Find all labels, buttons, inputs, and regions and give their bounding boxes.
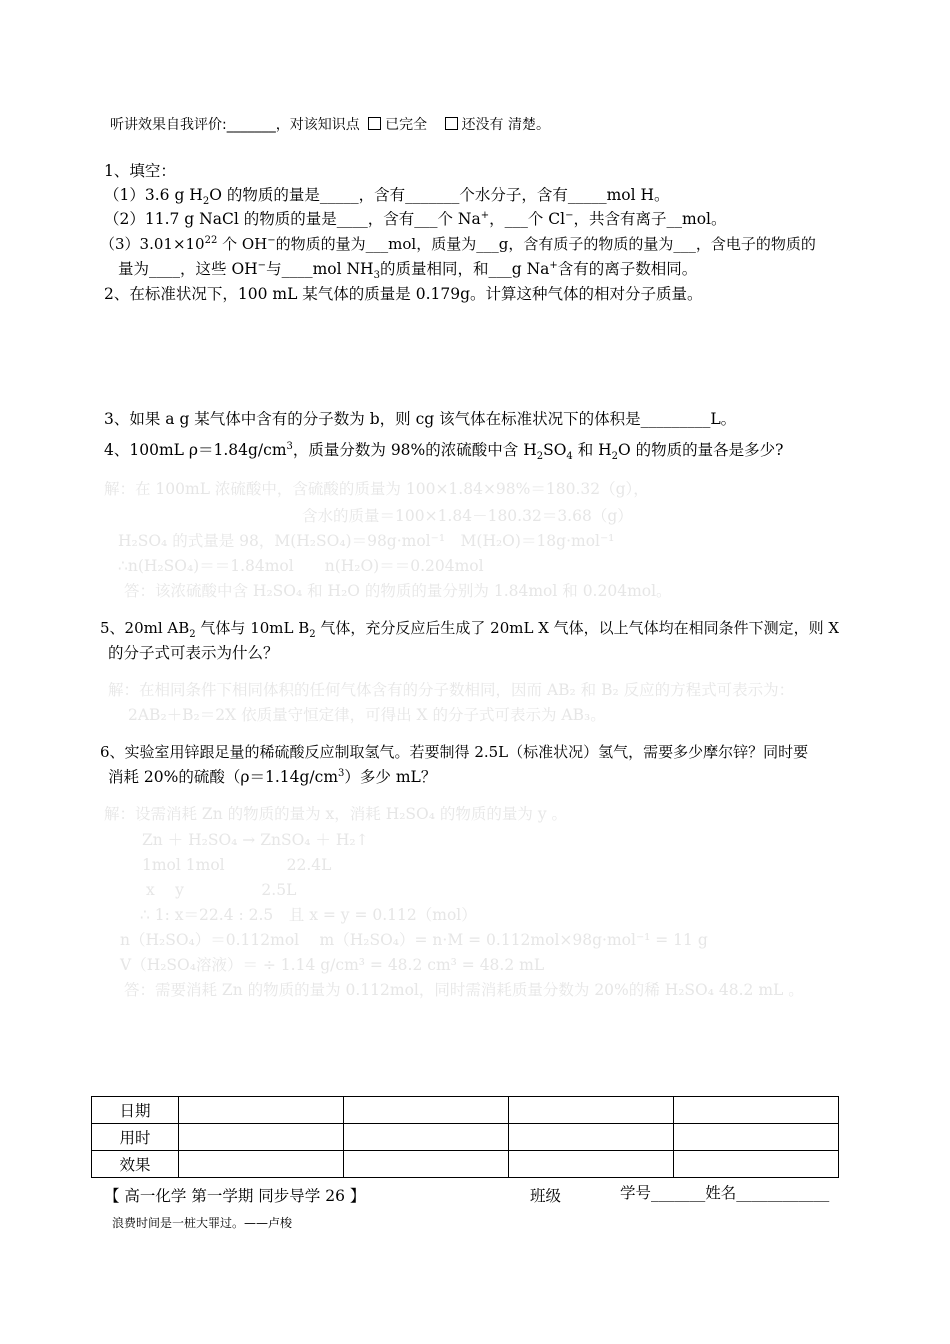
q2-text: 2、在标准状况下，100 mL 某气体的质量是 0.179g。计算这种气体的相对分子质量。 [104,285,703,303]
self-eval-middle: ，对该知识点 [275,117,360,133]
a6-line7: V（H₂SO₄溶液）＝ ÷ 1.14 g/cm³ = 48.2 cm³ = 48.2 mL [120,956,545,974]
a6-line6: n（H₂SO₄）＝0.112mol m（H₂SO₄）= n·M = 0.112mol×98g·mol⁻¹ = 11 g [120,931,708,949]
a6-line1: 解：设需消耗 Zn 的物质的量为 x，消耗 H₂SO₄ 的物质的量为 y 。 [104,805,568,823]
q6-line1: 6、实验室用锌跟足量的稀硫酸反应制取氢气。若要制得 2.5L（标准状况）氢气，需要多少摩尔锌？同时要 [100,743,809,761]
a6-line3: 1mol 1mol 22.4L [142,856,332,874]
row-label-time: 用时 [92,1124,179,1151]
table-cell[interactable] [179,1124,344,1151]
table-row [92,1151,839,1178]
row-label-date: 日期 [92,1097,179,1124]
table-cell[interactable] [179,1151,344,1178]
a5-line1: 解：在相同条件下相同体积的任何气体含有的分子数相同，因而 AB₂ 和 B₂ 反应的方程式可表示为： [108,681,795,699]
table-cell[interactable] [674,1124,839,1151]
table-row [92,1124,839,1151]
a4-line1: 解：在 100mL 浓硫酸中，含硫酸的质量为 100×1.84×98%＝180.32（g）， [104,480,649,498]
student-name-blank[interactable]: ____________ [736,1184,830,1202]
a6-line8: 答：需要消耗 Zn 的物质的量为 0.112mol，同时需消耗质量分数为 20%的稀 H₂SO₄ 48.2 mL 。 [124,981,804,999]
q6-line2: 消耗 20%的硫酸$(\rho=1.14g/cm^3)$多少 mL？ [108,767,437,786]
class-label-clipped: 班级 [530,1187,562,1205]
student-info-line [620,1182,829,1204]
a4-line2: 含水的质量＝100×1.84－180.32＝3.68（g） [302,507,633,525]
table-cell[interactable] [674,1097,839,1124]
checkbox-not-yet[interactable] [445,117,458,130]
option-not-yet-label: 还没有 清楚。 [461,117,550,133]
checkbox-complete[interactable] [368,117,381,130]
q3-answer-blank[interactable]: _________ [640,410,711,428]
study-record-table [91,1096,839,1178]
q1-part1: （1）3.6 g $H_2O$ 的物质的量是_____，含有_______个水分子，含有_____mol H。 [104,186,670,208]
table-cell[interactable] [674,1151,839,1178]
row-label-effect: 效果 [92,1151,179,1178]
table-cell[interactable] [344,1097,509,1124]
q1-part3a: $(3)3.01\times 10^{22}$ 个 OH−的物质的量为___mol，质量为___g，含有质子的物质的量为___，含电子的物质的 [100,235,816,253]
q5-line2: 的分子式可表示为什么？ [108,644,279,662]
a4-line3: H₂SO₄ 的式量是 98，M(H₂SO₄)＝98g·mol⁻¹ M(H₂O)＝18g·mol⁻¹ [118,532,615,550]
q4-text: 4、100mL $\rho=1.84g/cm^3$，质量分数为 98%的浓硫酸中含 $H_2SO_4$ 和 $H_2O$ 的物质的量各是多少? [104,440,784,463]
a4-line4: ∴n(H₂SO₄)＝＝1.84mol n(H₂O)＝＝0.204mol [118,557,484,575]
a4-line5: 答：该浓硫酸中含 H₂SO₄ 和 H₂O 的物质的量分别为 1.84mol 和 0.204mol。 [124,582,672,600]
self-evaluation-line [110,114,550,136]
q3-text: 3、如果 a g 某气体中含有的分子数为 b，则 cg 该气体在标准状况下的体积是_________L。 [104,410,737,428]
table-row [92,1097,839,1124]
table-cell[interactable] [509,1151,674,1178]
a6-line4: x y 2.5L [146,881,297,899]
student-name-label: 姓名 [705,1184,737,1202]
self-eval-blank[interactable]: _______ [226,117,276,133]
table-cell[interactable] [344,1151,509,1178]
table-cell[interactable] [509,1124,674,1151]
student-no-label: 学号 [620,1184,652,1202]
q1-part2: （2）11.7 g NaCl 的物质的量是____，含有___个 Na+，___个 Cl−，共含有离子__mol。 [104,209,727,228]
a6-line2: Zn ＋ H₂SO₄ → ZnSO₄ ＋ H₂↑ [142,831,369,849]
page-header-clipped: 【 高一化学 第一学期 同步导学 26 】 [104,1187,366,1205]
self-eval-prefix: 听讲效果自我评价: [110,117,227,133]
student-no-blank[interactable]: _______ [651,1184,706,1202]
q1-part3b: 量为____，这些 OH−与____mol $NH_3$的质量相同，和___g Na+含有的离子数相同。 [118,259,698,282]
quote-line: 浪费时间是一桩大罪过。——卢梭 [112,1216,293,1230]
a6-line5: ∴ 1: x＝22.4 : 2.5 且 x = y = 0.112（mol） [140,906,477,924]
table-cell[interactable] [179,1097,344,1124]
q1-title: 1、填空： [104,162,176,180]
option-complete-label: 已完全 [385,117,428,133]
table-cell[interactable] [509,1097,674,1124]
table-cell[interactable] [344,1124,509,1151]
a5-line2: 2AB₂＋B₂＝2X 依质量守恒定律，可得出 X 的分子式可表示为 AB₃。 [128,706,606,724]
q5-line1: 5、20ml $AB_2$ 气体与 10mL $B_2$ 气体，充分反应后生成了 20mL X 气体，以上气体均在相同条件下测定，则 X [100,619,840,640]
